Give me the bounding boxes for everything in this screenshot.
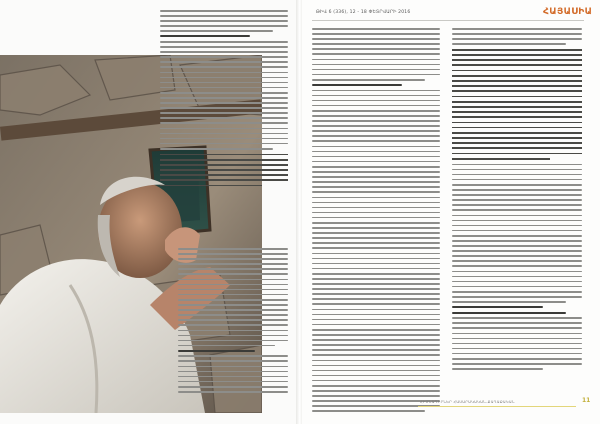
right-page-column-2 [452, 28, 582, 373]
column-1-text [312, 28, 440, 412]
footer-rule [418, 406, 576, 407]
pull-quote-right [452, 49, 582, 160]
page-number: 11 [582, 397, 591, 404]
pull-quote-left [160, 154, 288, 187]
right-page-column-1 [312, 28, 440, 416]
left-page [0, 0, 298, 424]
footer-text: ՀԻՄՆԱԴԻՐՆԵՐ ՀԱՍԱՐԱԿԱԿԱՆ-ՔԱՂԱՔԱԿԱՆ [420, 400, 515, 404]
left-page-text-column [160, 10, 288, 190]
column-2-body [452, 164, 582, 370]
text-block-lower [178, 248, 288, 393]
header-rule [312, 20, 584, 21]
left-page-text-column-lower [178, 248, 288, 396]
column-2-intro [452, 28, 582, 45]
magazine-logo: ՀԱՅԱՍԻԱ [543, 7, 593, 17]
running-head: ԹԻՎ 6 (336), 12 - 18 ՓԵՏՐՎԱՐԻ 2016 [316, 10, 411, 15]
text-block-intro [160, 10, 288, 150]
